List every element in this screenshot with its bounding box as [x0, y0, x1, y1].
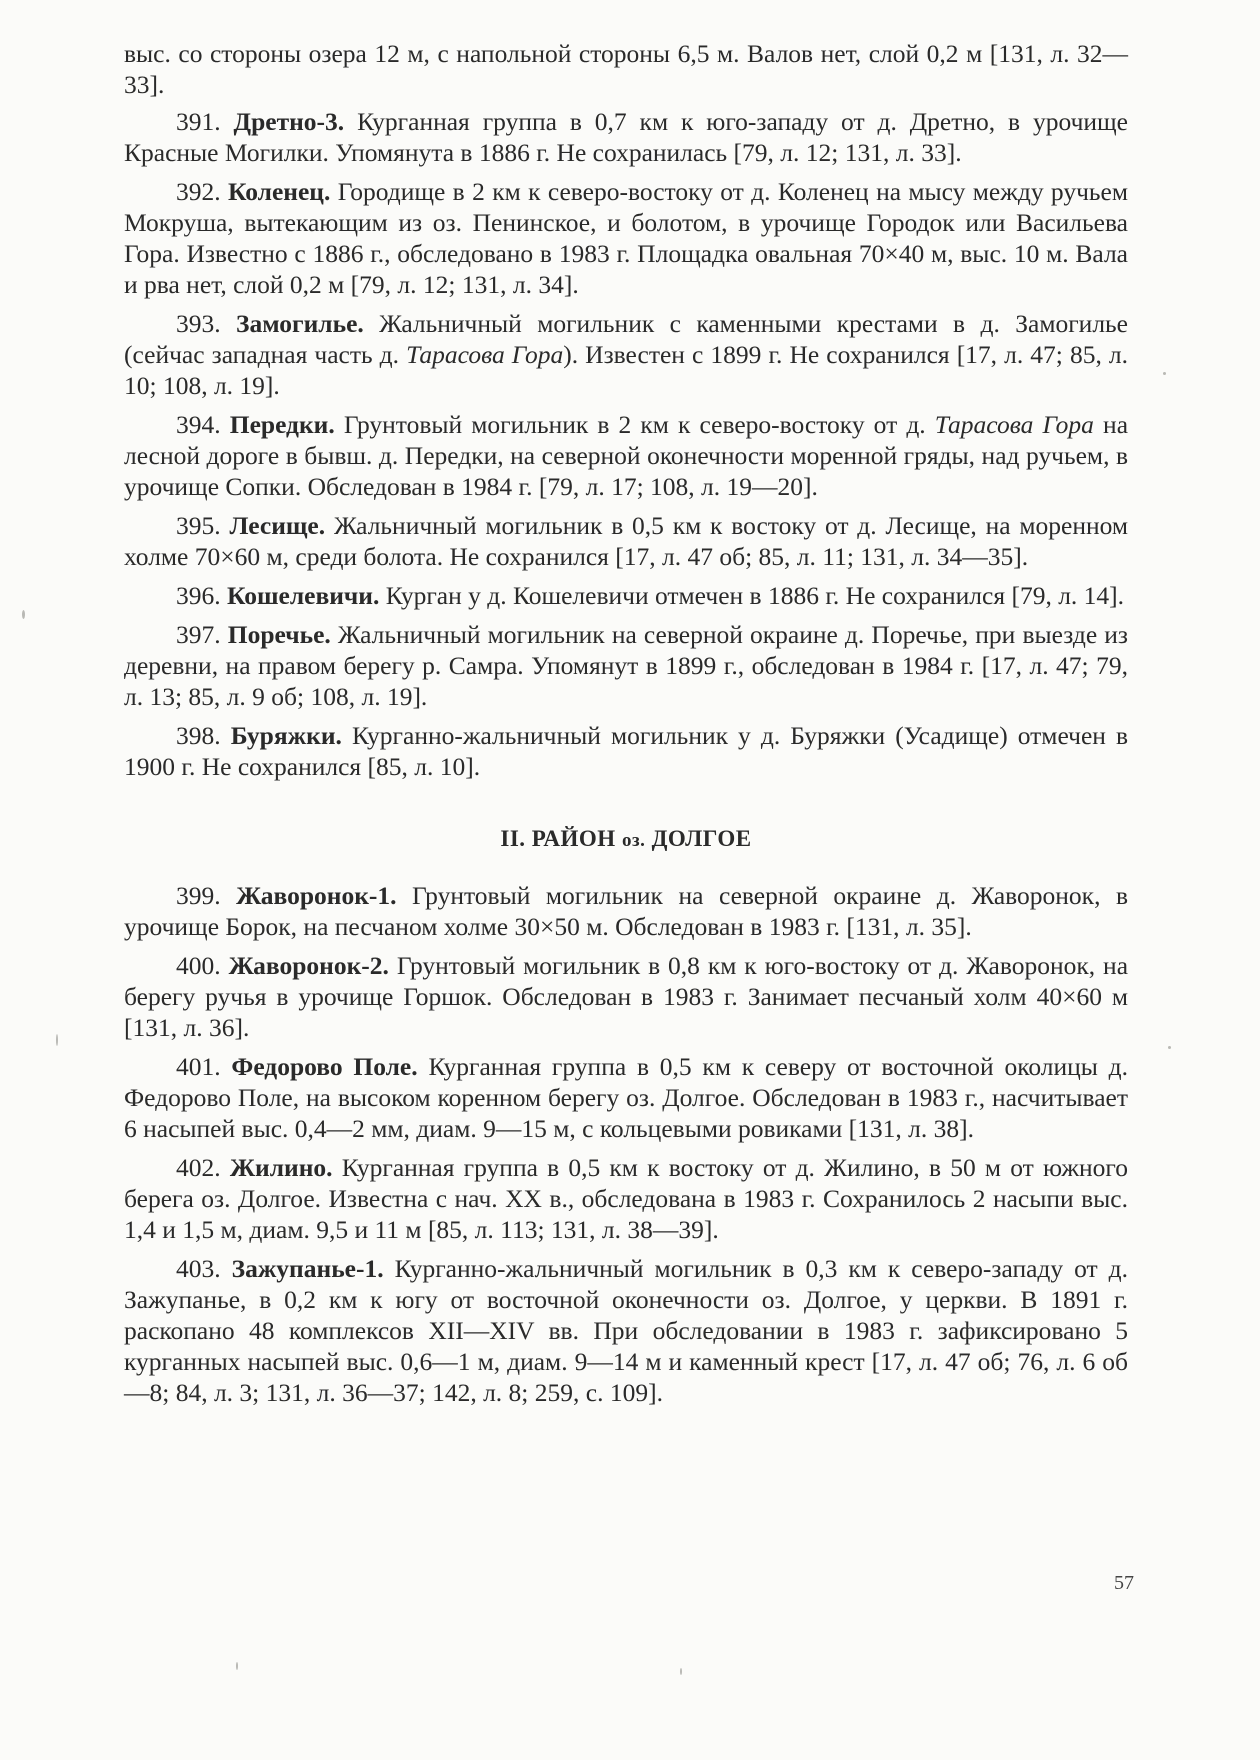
entry-place-name: Тарасова Гора [934, 410, 1094, 439]
entry-number: 394. [176, 410, 221, 439]
entry-place-name: Тарасова Гора [406, 340, 564, 369]
entry-394 [124, 409, 1128, 502]
entry-name: Жаворонок-2. [228, 951, 389, 980]
entry-text: Курганно-жальничный могильник у д. Буряжки (Усадище) отмечен в 1900 г. Не сохранился [85, л. 10]. [124, 721, 1129, 781]
entry-name: Поречье. [227, 620, 331, 649]
scan-speck [680, 1668, 682, 1675]
entry-text: Жальничный могильник с каменными крестами в д. Замогилье (сейчас западная часть д. [124, 309, 1128, 369]
entry-number: 391. [176, 107, 221, 136]
section-heading-suffix: ДОЛГОЕ [651, 826, 752, 851]
section-heading-prefix: II. РАЙОН [500, 826, 616, 851]
entry-391 [124, 106, 1128, 168]
entry-text: ). Известен с 1899 г. Не сохранился [17, л. 47; 85, л. 10; 108, л. 19]. [124, 340, 1129, 400]
entry-text: Курганная группа в 0,5 км к северу от восточной околицы д. Федорово Поле, на высоком коренном берегу оз. Долгое. Обследован в 1983 г., насчитывает 6 насыпей выс. 0,4—2 мм, диам. 9—15 м, с кольцевыми ровиками [131, л. 38]. [124, 1052, 1129, 1143]
section-heading [124, 824, 1128, 856]
entry-399 [124, 880, 1128, 942]
entry-text: Курган у д. Кошелевичи отмечен в 1886 г. Не сохранился [79, л. 14]. [385, 581, 1125, 610]
entry-number: 401. [176, 1052, 221, 1081]
entry-name: Коленец. [228, 177, 331, 206]
entry-392 [124, 176, 1128, 300]
entry-text: Курганная группа в 0,7 км к юго-западу от д. Дретно, в урочище Красные Могилки. Упомянута в 1886 г. Не сохранилась [79, л. 12; 131, л. 33]. [124, 107, 1128, 167]
entry-text: на лесной дороге в бывш. д. Передки, на северной оконечности моренной гряды, над ручьем, в урочище Сопки. Обследован в 1984 г. [79, л. 17; 108, л. 19—20]. [124, 410, 1129, 501]
entry-name: Лесище. [229, 511, 326, 540]
entry-text: Курганная группа в 0,5 км к востоку от д. Жилино, в 50 м от южного берега оз. Долгое. Известна с нач. XX в., обследована в 1983 г. Сохранилось 2 насыпи выс. 1,4 и 1,5 м, диам. 9,5 и 11 м [85, л. 113; 131, л. 38—39]. [124, 1153, 1129, 1244]
entry-name: Передки. [229, 410, 335, 439]
continuation-paragraph: выс. со стороны озера 12 м, с напольной стороны 6,5 м. Валов нет, слой 0,2 м [131, л. 32—33]. [124, 39, 1128, 99]
entry-text: Грунтовый могильник в 0,8 км к юго-востоку от д. Жаворонок, на берегу ручья в урочище Горшок. Обследован в 1983 г. Занимает песчаный холм 40×60 м [131, л. 36]. [124, 951, 1129, 1042]
section-heading-abbr: оз. [621, 830, 646, 851]
entry-403 [124, 1253, 1128, 1408]
scan-speck [236, 1662, 238, 1670]
entry-number: 393. [176, 309, 221, 338]
entry-400 [124, 950, 1128, 1043]
scan-speck [1168, 1046, 1171, 1049]
entry-number: 402. [176, 1153, 221, 1182]
entry-396 [124, 580, 1128, 611]
entry-text: Грунтовый могильник на северной окраине д. Жаворонок, в урочище Борок, на песчаном холме 30×50 м. Обследован в 1983 г. [131, л. 35]. [124, 881, 1129, 941]
entry-text: Грунтовый могильник в 2 км к северо-востоку от д. [343, 410, 926, 439]
entry-number: 400. [176, 951, 221, 980]
entry-text: Жальничный могильник на северной окраине д. Поречье, при выезде из деревни, на правом берегу р. Самра. Упомянут в 1899 г., обследован в 1984 г. [17, л. 47; 79, л. 13; 85, л. 9 об; 108, л. 19]. [124, 620, 1128, 711]
entry-text: Курганно-жальничный могильник в 0,3 км к северо-западу от д. Зажупанье, в 0,2 км к югу от восточной оконечности оз. Долгое, у церкви. В 1891 г. раскопано 48 комплексов XII—XIV вв. При обследовании в 1983 г. зафиксировано 5 курганных насыпей выс. 0,6—1 м, диам. 9—14 м и каменный крест [17, л. 47 об; 76, л. 6 об—8; 84, л. 3; 131, л. 36—37; 142, л. 8; 259, с. 109]. [124, 1254, 1129, 1407]
entry-398 [124, 720, 1128, 782]
entry-name: Федорово Поле. [231, 1052, 418, 1081]
entry-number: 392. [176, 177, 221, 206]
scan-speck [56, 1034, 58, 1046]
entry-397 [124, 619, 1128, 712]
entry-text: Городище в 2 км к северо-востоку от д. Коленец на мысу между ручьем Мокруша, вытекающим из оз. Пенинское, и болотом, в урочище Городок или Васильева Гора. Известно с 1886 г., обследовано в 1983 г. Площадка овальная 70×40 м, выс. 10 м. Вала и рва нет, слой 0,2 м [79, л. 12; 131, л. 34]. [124, 177, 1129, 299]
entry-402 [124, 1152, 1128, 1245]
entry-name: Замогилье. [236, 309, 364, 338]
entry-395 [124, 510, 1128, 572]
entry-number: 398. [176, 721, 221, 750]
entry-name: Зажупанье-1. [231, 1254, 384, 1283]
entry-name: Кошелевичи. [227, 581, 380, 610]
page-number: 57 [1114, 1572, 1134, 1594]
entry-number: 397. [176, 620, 221, 649]
entry-number: 396. [176, 581, 221, 610]
entry-name: Жилино. [229, 1153, 333, 1182]
entry-number: 395. [176, 511, 221, 540]
entry-401 [124, 1051, 1128, 1144]
entry-number: 403. [176, 1254, 221, 1283]
scan-speck [1163, 372, 1166, 375]
scan-speck [22, 610, 25, 619]
entry-393 [124, 308, 1128, 401]
text-column [124, 38, 1128, 1416]
entry-number: 399. [176, 881, 221, 910]
entry-name: Буряжки. [230, 721, 342, 750]
entry-text: Жальничный могильник в 0,5 км к востоку от д. Лесище, на моренном холме 70×60 м, среди болота. Не сохранился [17, л. 47 об; 85, л. 11; 131, л. 34—35]. [124, 511, 1129, 571]
entry-name: Дретно-3. [233, 107, 345, 136]
entry-name: Жаворонок-1. [236, 881, 397, 910]
